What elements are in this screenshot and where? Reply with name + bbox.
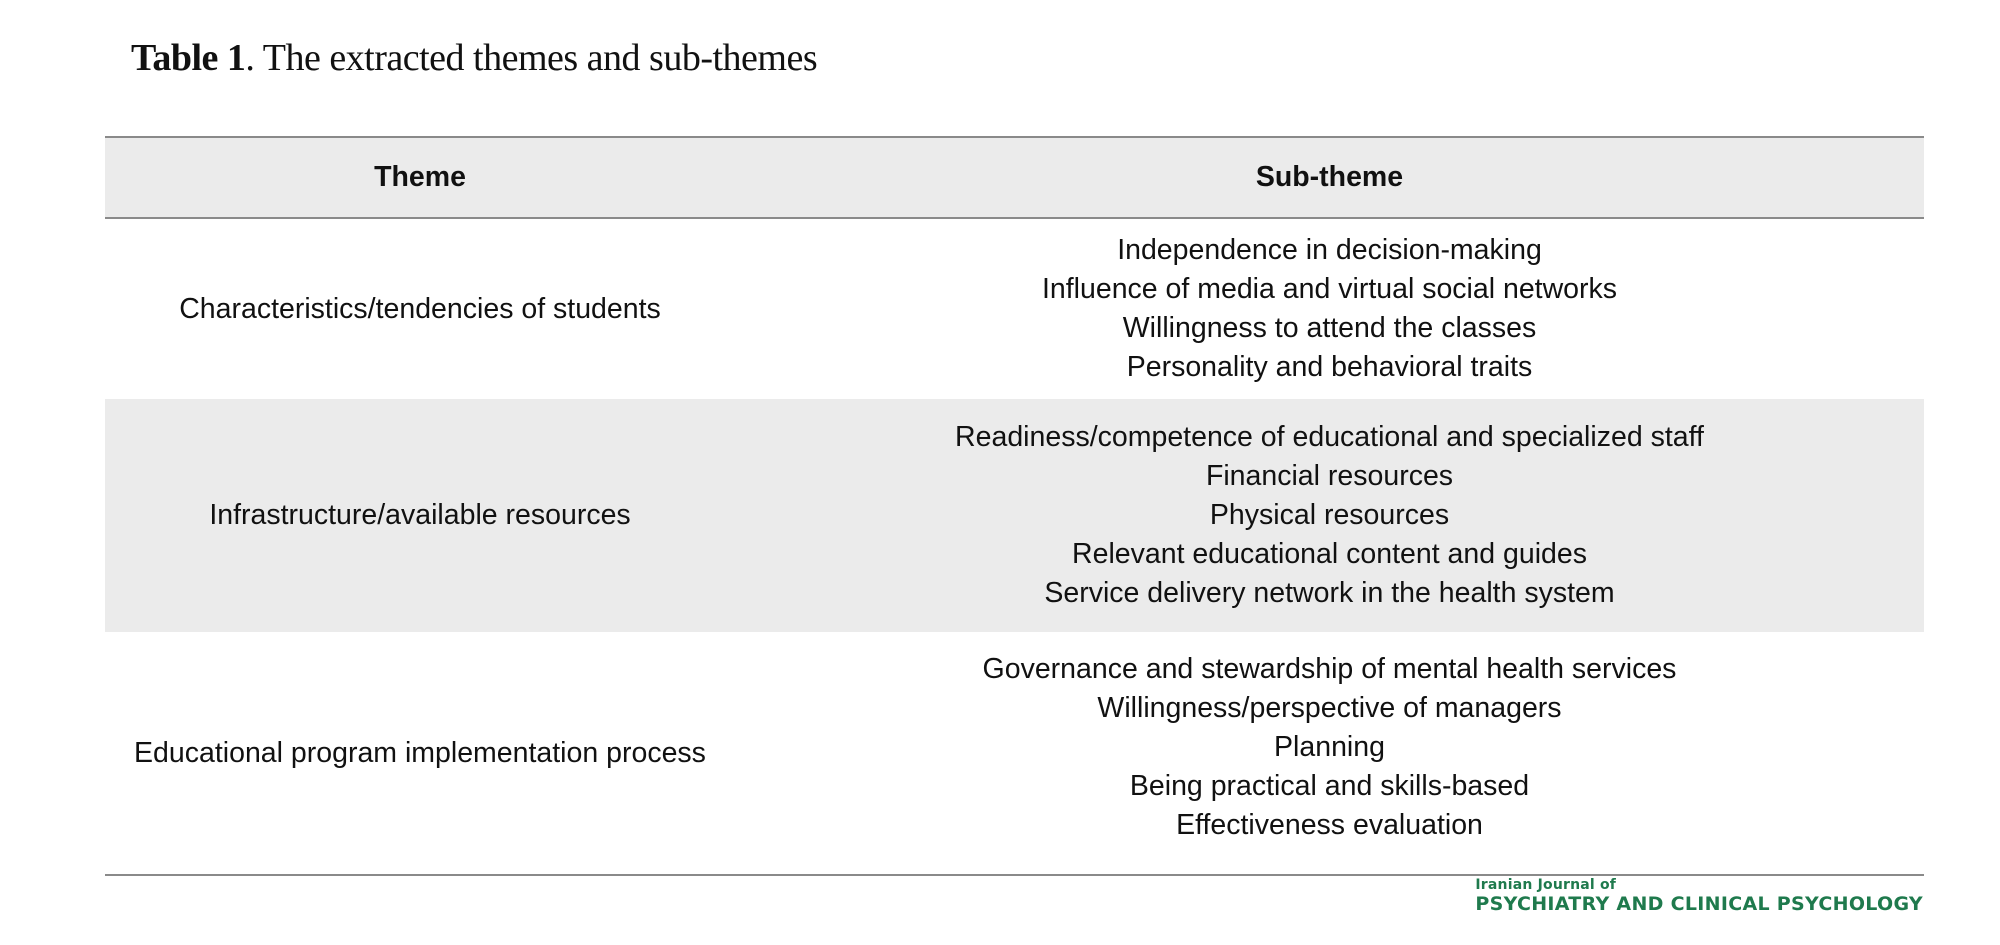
sub-theme-item: Relevant educational content and guides xyxy=(1072,538,1587,570)
sub-theme-item: Personality and behavioral traits xyxy=(1126,351,1533,383)
journal-logo-line2: PSYCHIATRY AND CLINICAL PSYCHOLOGY xyxy=(1475,893,1923,915)
sub-theme-item: Planning xyxy=(1274,730,1385,763)
theme-cell: Infrastructure/available resources xyxy=(105,399,735,632)
sub-theme-item: Readiness/competence of educational and specialized staff xyxy=(955,421,1704,453)
sub-theme-item: Governance and stewardship of mental health services xyxy=(982,652,1677,685)
table-row xyxy=(105,632,1924,875)
sub-theme-cell xyxy=(735,632,1924,875)
journal-logo-line1: Iranian Journal of xyxy=(1475,877,1617,893)
sub-theme-item: Being practical and skills-based xyxy=(1129,769,1530,802)
sub-theme-item: Independence in decision-making xyxy=(1117,234,1542,266)
themes-table xyxy=(105,136,1924,876)
themes-table-container xyxy=(105,136,1924,876)
header-sub-theme: Sub-theme xyxy=(735,137,1924,218)
sub-theme-item: Effectiveness evaluation xyxy=(1176,808,1483,841)
table-caption-label: Table 1 xyxy=(131,37,246,79)
table-caption-text: . The extracted themes and sub-themes xyxy=(245,37,818,79)
sub-theme-item: Service delivery network in the health system xyxy=(1044,577,1615,609)
theme-cell: Characteristics/tendencies of students xyxy=(179,292,661,325)
sub-theme-cell xyxy=(735,399,1924,632)
table-row xyxy=(105,399,1924,632)
theme-cell: Educational program implementation process xyxy=(105,632,735,875)
sub-theme-cell xyxy=(735,218,1924,399)
table-caption xyxy=(131,36,817,80)
sub-theme-item: Willingness to attend the classes xyxy=(1122,312,1537,344)
sub-theme-item: Willingness/perspective of managers xyxy=(1097,691,1562,724)
header-theme: Theme xyxy=(105,137,735,218)
sub-theme-item: Influence of media and virtual social networks xyxy=(1041,273,1618,305)
journal-logo xyxy=(1475,877,1923,915)
table-row xyxy=(105,218,1924,399)
sub-theme-item: Physical resources xyxy=(1209,499,1450,531)
table-header-row xyxy=(105,137,1924,218)
sub-theme-item: Financial resources xyxy=(1205,460,1454,492)
